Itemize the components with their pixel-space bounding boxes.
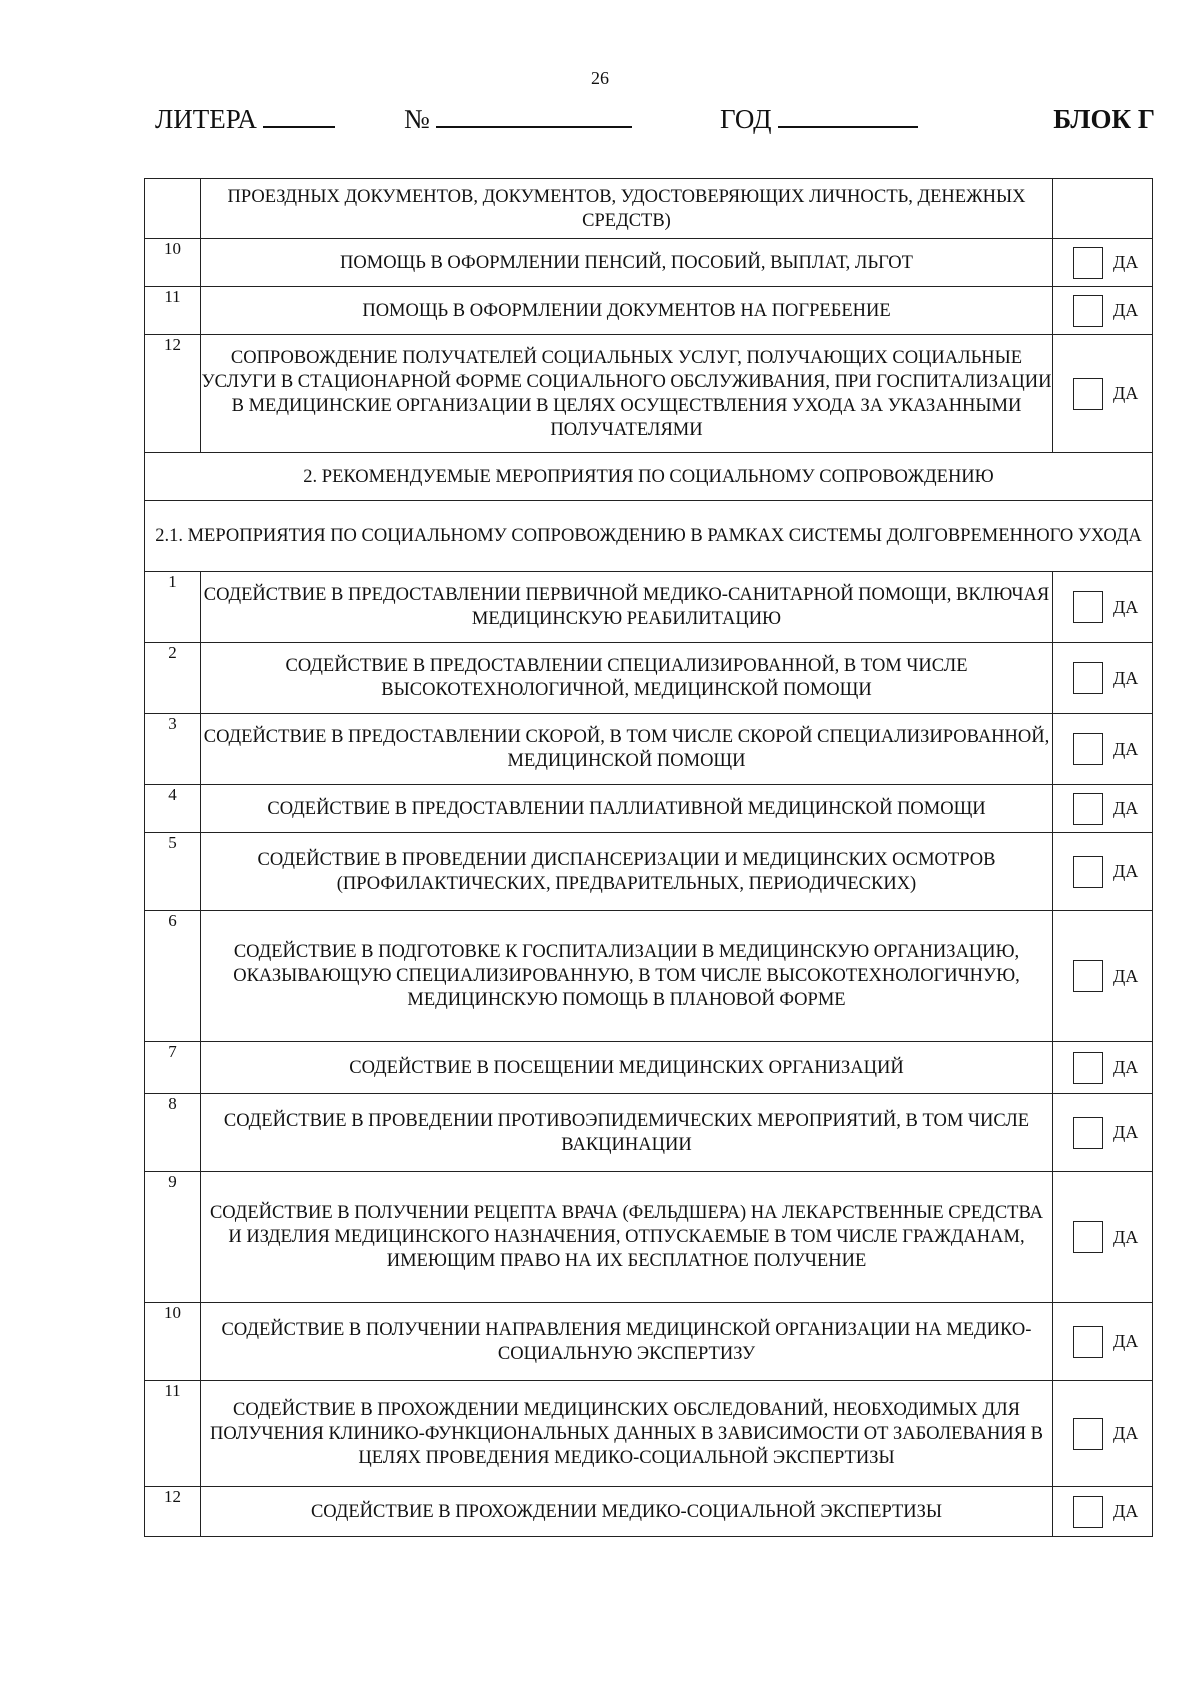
table-row — [145, 911, 1153, 1042]
row-number: 11 — [145, 287, 201, 335]
table-row — [145, 1172, 1153, 1303]
section-row — [145, 501, 1153, 572]
check-cell — [1053, 1172, 1153, 1303]
yes-checkbox[interactable] — [1073, 1496, 1103, 1528]
check-cell — [1053, 1094, 1153, 1172]
table-row — [145, 1303, 1153, 1381]
row-text: СОДЕЙСТВИЕ В ПРОВЕДЕНИИ ДИСПАНСЕРИЗАЦИИ И МЕДИЦИНСКИХ ОСМОТРОВ (ПРОФИЛАКТИЧЕСКИХ, ПРЕДВАРИТЕЛЬНЫХ, ПЕРИОДИЧЕСКИХ) — [201, 833, 1053, 911]
table-row — [145, 1042, 1153, 1094]
check-cell — [1053, 239, 1153, 287]
check-option[interactable] — [1053, 1496, 1152, 1528]
check-cell — [1053, 1303, 1153, 1381]
row-text: СОДЕЙСТВИЕ В ПОДГОТОВКЕ К ГОСПИТАЛИЗАЦИИ В МЕДИЦИНСКУЮ ОРГАНИЗАЦИЮ, ОКАЗЫВАЮЩУЮ СПЕЦИАЛИЗИРОВАННУЮ, В ТОМ ЧИСЛЕ ВЫСОКОТЕХНОЛОГИЧНУЮ, МЕДИЦИНСКУЮ ПОМОЩЬ В ПЛАНОВОЙ ФОРМЕ — [201, 911, 1053, 1042]
check-cell — [1053, 572, 1153, 643]
check-cell — [1053, 785, 1153, 833]
yes-checkbox[interactable] — [1073, 378, 1103, 410]
yes-checkbox[interactable] — [1073, 247, 1103, 279]
row-number: 10 — [145, 1303, 201, 1381]
check-option[interactable] — [1053, 295, 1152, 327]
row-number: 6 — [145, 911, 201, 1042]
row-text: СОДЕЙСТВИЕ В ПРОХОЖДЕНИИ МЕДИКО-СОЦИАЛЬНОЙ ЭКСПЕРТИЗЫ — [201, 1487, 1053, 1537]
yes-checkbox[interactable] — [1073, 733, 1103, 765]
check-option[interactable] — [1053, 662, 1152, 694]
yes-label: ДА — [1113, 667, 1139, 688]
block-label: БЛОК Г — [1053, 104, 1155, 134]
check-cell — [1053, 1487, 1153, 1537]
yes-label: ДА — [1113, 1057, 1139, 1077]
table-row — [145, 1487, 1153, 1537]
empty-check-cell — [1053, 179, 1153, 239]
row-text: СОДЕЙСТВИЕ В ПРОХОЖДЕНИИ МЕДИЦИНСКИХ ОБСЛЕДОВАНИЙ, НЕОБХОДИМЫХ ДЛЯ ПОЛУЧЕНИЯ КЛИНИКО-ФУНКЦИОНАЛЬНЫХ ДАННЫХ В ЗАВИСИМОСТИ ОТ ЗАБОЛЕВАНИЯ В ЦЕЛЯХ ПРОВЕДЕНИЯ МЕДИКО-СОЦИАЛЬНОЙ ЭКСПЕРТИЗЫ — [201, 1381, 1053, 1487]
row-number: 7 — [145, 1042, 201, 1094]
check-cell — [1053, 1042, 1153, 1094]
row-text: СОДЕЙСТВИЕ В ПРЕДОСТАВЛЕНИИ СПЕЦИАЛИЗИРОВАННОЙ, В ТОМ ЧИСЛЕ ВЫСОКОТЕХНОЛОГИЧНОЙ, МЕДИЦИНСКОЙ ПОМОЩИ — [201, 643, 1053, 714]
yes-label: ДА — [1113, 1331, 1139, 1351]
row-text: СОДЕЙСТВИЕ В ПРЕДОСТАВЛЕНИИ ПАЛЛИАТИВНОЙ МЕДИЦИНСКОЙ ПОМОЩИ — [201, 785, 1053, 833]
yes-checkbox[interactable] — [1073, 1052, 1103, 1084]
yes-label: ДА — [1113, 300, 1139, 320]
check-option[interactable] — [1053, 591, 1152, 623]
row-number: 12 — [145, 335, 201, 453]
yes-label: ДА — [1113, 965, 1139, 986]
yes-checkbox[interactable] — [1073, 1117, 1103, 1149]
check-cell — [1053, 335, 1153, 453]
yes-checkbox[interactable] — [1073, 295, 1103, 327]
check-cell — [1053, 911, 1153, 1042]
row-number: 12 — [145, 1487, 201, 1537]
number-label: № — [404, 104, 430, 134]
continuation-text: ПРОЕЗДНЫХ ДОКУМЕНТОВ, ДОКУМЕНТОВ, УДОСТОВЕРЯЮЩИХ ЛИЧНОСТЬ, ДЕНЕЖНЫХ СРЕДСТВ) — [201, 179, 1053, 239]
table-row — [145, 572, 1153, 643]
year-field[interactable] — [720, 104, 918, 135]
yes-checkbox[interactable] — [1073, 1221, 1103, 1253]
yes-label: ДА — [1113, 861, 1139, 881]
check-cell — [1053, 287, 1153, 335]
page-number: 26 — [591, 68, 609, 88]
table-row — [145, 1381, 1153, 1487]
section-2-title: 2. РЕКОМЕНДУЕМЫЕ МЕРОПРИЯТИЯ ПО СОЦИАЛЬНОМУ СОПРОВОЖДЕНИЮ — [145, 453, 1153, 501]
yes-label: ДА — [1113, 1122, 1139, 1142]
check-cell — [1053, 1381, 1153, 1487]
table-row — [145, 1094, 1153, 1172]
row-number — [145, 179, 201, 239]
check-option[interactable] — [1053, 1052, 1152, 1084]
check-option[interactable] — [1053, 856, 1152, 888]
check-cell — [1053, 714, 1153, 785]
number-blank[interactable] — [436, 104, 632, 128]
yes-label: ДА — [1113, 383, 1139, 403]
row-number: 5 — [145, 833, 201, 911]
section-2-1-title: 2.1. МЕРОПРИЯТИЯ ПО СОЦИАЛЬНОМУ СОПРОВОЖДЕНИЮ В РАМКАХ СИСТЕМЫ ДОЛГОВРЕМЕННОГО УХОДА — [145, 501, 1153, 572]
year-blank[interactable] — [778, 104, 918, 128]
row-text: СОДЕЙСТВИЕ В ПРЕДОСТАВЛЕНИИ ПЕРВИЧНОЙ МЕДИКО-САНИТАРНОЙ ПОМОЩИ, ВКЛЮЧАЯ МЕДИЦИНСКУЮ РЕАБИЛИТАЦИЮ — [201, 572, 1053, 643]
table-row — [145, 833, 1153, 911]
check-option[interactable] — [1053, 1418, 1152, 1450]
yes-label: ДА — [1113, 1501, 1139, 1521]
row-number: 4 — [145, 785, 201, 833]
row-number: 11 — [145, 1381, 201, 1487]
table-row — [145, 287, 1153, 335]
yes-label: ДА — [1113, 1423, 1139, 1443]
row-number: 8 — [145, 1094, 201, 1172]
check-option[interactable] — [1053, 1117, 1152, 1149]
table-row — [145, 785, 1153, 833]
table-row — [145, 335, 1153, 453]
row-text: СОДЕЙСТВИЕ В ПРОВЕДЕНИИ ПРОТИВОЭПИДЕМИЧЕСКИХ МЕРОПРИЯТИЙ, В ТОМ ЧИСЛЕ ВАКЦИНАЦИИ — [201, 1094, 1053, 1172]
check-cell — [1053, 643, 1153, 714]
yes-checkbox[interactable] — [1073, 856, 1103, 888]
section-row — [145, 453, 1153, 501]
year-label: ГОД — [720, 104, 772, 134]
row-text: СОПРОВОЖДЕНИЕ ПОЛУЧАТЕЛЕЙ СОЦИАЛЬНЫХ УСЛУГ, ПОЛУЧАЮЩИХ СОЦИАЛЬНЫЕ УСЛУГИ В СТАЦИОНАРНОЙ ФОРМЕ СОЦИАЛЬНОГО ОБСЛУЖИВАНИЯ, ПРИ ГОСПИТАЛИЗАЦИИ В МЕДИЦИНСКИЕ ОРГАНИЗАЦИИ В ЦЕЛЯХ ОСУЩЕСТВЛЕНИЯ УХОДА ЗА УКАЗАННЫМИ ПОЛУЧАТЕЛЯМИ — [201, 335, 1053, 453]
litera-blank[interactable] — [263, 104, 335, 128]
row-text: СОДЕЙСТВИЕ В ПОЛУЧЕНИИ РЕЦЕПТА ВРАЧА (ФЕЛЬДШЕРА) НА ЛЕКАРСТВЕННЫЕ СРЕДСТВА И ИЗДЕЛИЯ МЕДИЦИНСКОГО НАЗНАЧЕНИЯ, ОТПУСКАЕМЫЕ В ТОМ ЧИСЛЕ ГРАЖДАНАМ, ИМЕЮЩИМ ПРАВО НА ИХ БЕСПЛАТНОЕ ПОЛУЧЕНИЕ — [201, 1172, 1053, 1303]
yes-label: ДА — [1113, 1226, 1139, 1247]
row-text: СОДЕЙСТВИЕ В ПОСЕЩЕНИИ МЕДИЦИНСКИХ ОРГАНИЗАЦИЙ — [201, 1042, 1053, 1094]
row-text: ПОМОЩЬ В ОФОРМЛЕНИИ ПЕНСИЙ, ПОСОБИЙ, ВЫПЛАТ, ЛЬГОТ — [201, 239, 1053, 287]
check-option[interactable] — [1053, 1326, 1152, 1358]
row-text: ПОМОЩЬ В ОФОРМЛЕНИИ ДОКУМЕНТОВ НА ПОГРЕБЕНИЕ — [201, 287, 1053, 335]
yes-label: ДА — [1113, 738, 1139, 759]
yes-label: ДА — [1113, 798, 1139, 818]
litera-field[interactable] — [155, 104, 335, 135]
yes-label: ДА — [1113, 252, 1139, 272]
form-header — [155, 104, 1155, 144]
row-text: СОДЕЙСТВИЕ В ПОЛУЧЕНИИ НАПРАВЛЕНИЯ МЕДИЦИНСКОЙ ОРГАНИЗАЦИИ НА МЕДИКО-СОЦИАЛЬНУЮ ЭКСПЕРТИЗУ — [201, 1303, 1053, 1381]
check-option[interactable] — [1053, 793, 1152, 825]
number-field[interactable] — [404, 104, 632, 135]
check-option[interactable] — [1053, 1221, 1152, 1253]
yes-checkbox[interactable] — [1073, 1418, 1103, 1450]
check-option[interactable] — [1053, 378, 1152, 410]
check-option[interactable] — [1053, 247, 1152, 279]
check-option[interactable] — [1053, 733, 1152, 765]
table-row — [145, 714, 1153, 785]
yes-checkbox[interactable] — [1073, 1326, 1103, 1358]
yes-checkbox[interactable] — [1073, 960, 1103, 992]
row-number: 2 — [145, 643, 201, 714]
row-number: 10 — [145, 239, 201, 287]
row-number: 1 — [145, 572, 201, 643]
table-row — [145, 179, 1153, 239]
yes-checkbox[interactable] — [1073, 662, 1103, 694]
row-number: 3 — [145, 714, 201, 785]
table-row — [145, 239, 1153, 287]
yes-checkbox[interactable] — [1073, 591, 1103, 623]
yes-checkbox[interactable] — [1073, 793, 1103, 825]
table-row — [145, 643, 1153, 714]
services-table — [144, 178, 1153, 1537]
row-number: 9 — [145, 1172, 201, 1303]
check-cell — [1053, 833, 1153, 911]
row-text: СОДЕЙСТВИЕ В ПРЕДОСТАВЛЕНИИ СКОРОЙ, В ТОМ ЧИСЛЕ СКОРОЙ СПЕЦИАЛИЗИРОВАННОЙ, МЕДИЦИНСКОЙ ПОМОЩИ — [201, 714, 1053, 785]
yes-label: ДА — [1113, 596, 1139, 617]
check-option[interactable] — [1053, 960, 1152, 992]
litera-label: ЛИТЕРА — [155, 104, 257, 134]
